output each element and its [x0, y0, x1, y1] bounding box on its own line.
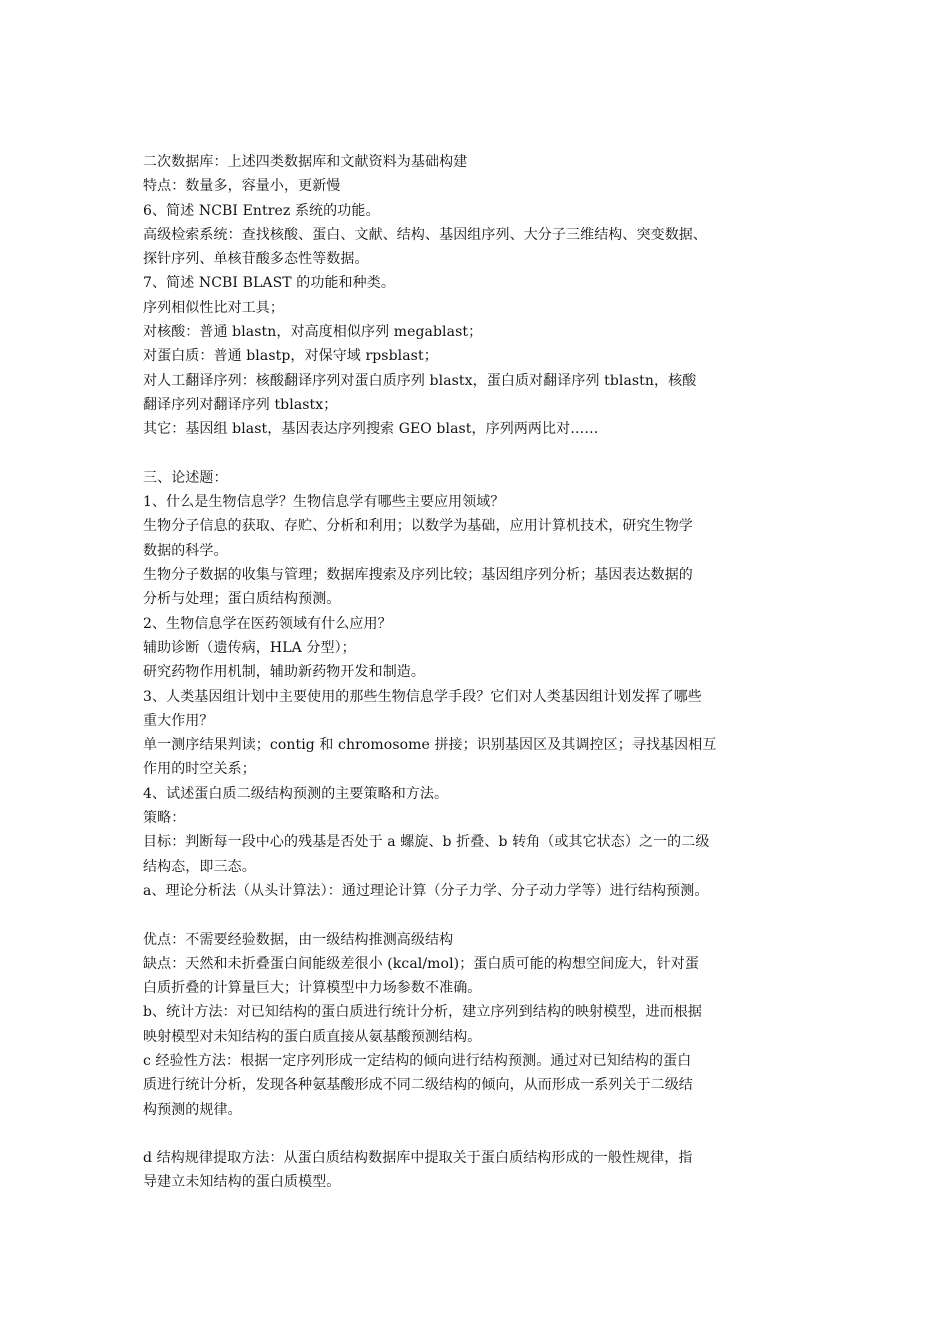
text-line: 单一测序结果判读；contig 和 chromosome 拼接；识别基因区及其调控区；寻找基因相互	[143, 737, 717, 754]
text-line: 对人工翻译序列：核酸翻译序列对蛋白质序列 blastx，蛋白质对翻译序列 tblastn，核酸	[143, 372, 697, 389]
text-line: 策略：	[143, 810, 186, 827]
text-line: 结构态，即三态。	[143, 858, 256, 875]
blank-line	[143, 442, 833, 466]
text-line: 映射模型对未知结构的蛋白质直接从氨基酸预测结构。	[143, 1028, 482, 1045]
section-heading: 三、论述题：	[143, 469, 228, 486]
text-line: 辅助诊断（遗传病，HLA 分型）；	[143, 639, 356, 656]
text-line: 翻译序列对翻译序列 tblastx；	[143, 396, 338, 413]
question-1: 1、什么是生物信息学？生物信息学有哪些主要应用领域？	[143, 494, 505, 511]
text-line: 对核酸：普通 blastn，对高度相似序列 megablast；	[143, 324, 483, 341]
question-6: 6、简述 NCBI Entrez 系统的功能。	[143, 202, 380, 219]
text-line: 二次数据库：上述四类数据库和文献资料为基础构建	[143, 154, 468, 170]
text-line: a、理论分析法（从头计算法）：通过理论计算（分子力学、分子动力学等）进行结构预测。	[143, 882, 709, 899]
text-line: 生物分子信息的获取、存贮、分析和利用；以数学为基础，应用计算机技术，研究生物学	[143, 518, 693, 535]
text-line: c 经验性方法：根据一定序列形成一定结构的倾向进行结构预测。通过对已知结构的蛋白	[143, 1052, 692, 1069]
text-line: 白质折叠的计算量巨大；计算模型中力场参数不准确。	[143, 980, 482, 997]
blank-line	[143, 903, 833, 927]
document-body	[143, 150, 833, 1195]
text-line: 探针序列、单核苷酸多态性等数据。	[143, 251, 369, 268]
text-line: 质进行统计分析，发现各种氨基酸形成不同二级结构的倾向，从而形成一系列关于二级结	[143, 1077, 693, 1094]
question-7: 7、简述 NCBI BLAST 的功能和种类。	[143, 275, 395, 292]
text-line: d 结构规律提取方法：从蛋白质结构数据库中提取关于蛋白质结构形成的一般性规律，指	[143, 1150, 693, 1167]
question-2: 2、生物信息学在医药领域有什么应用？	[143, 615, 392, 632]
text-line: 序列相似性比对工具；	[143, 299, 284, 316]
text-line: 分析与处理；蛋白质结构预测。	[143, 591, 341, 608]
text-line: b、统计方法：对已知结构的蛋白质进行统计分析，建立序列到结构的映射模型，进而根据	[143, 1004, 702, 1021]
blank-line	[143, 1122, 833, 1146]
text-line: 生物分子数据的收集与管理；数据库搜索及序列比较；基因组序列分析；基因表达数据的	[143, 567, 693, 584]
text-line: 特点：数量多，容量小，更新慢	[143, 178, 341, 195]
text-line: 导建立未知结构的蛋白质模型。	[143, 1174, 341, 1191]
text-line: 缺点：天然和未折叠蛋白间能级差很小 (kcal/mol)；蛋白质可能的构想空间庞大，针对蛋	[143, 955, 699, 972]
text-line: 重大作用？	[143, 712, 214, 729]
question-4: 4、试述蛋白质二级结构预测的主要策略和方法。	[143, 785, 449, 802]
question-3: 3、人类基因组计划中主要使用的那些生物信息学手段？它们对人类基因组计划发挥了哪些	[143, 688, 702, 705]
text-line: 数据的科学。	[143, 542, 228, 559]
text-line: 目标：判断每一段中心的残基是否处于 a 螺旋、b 折叠、b 转角（或其它状态）之一的二级	[143, 834, 710, 851]
text-line: 优点：不需要经验数据，由一级结构推测高级结构	[143, 931, 454, 948]
text-line: 作用的时空关系；	[143, 761, 256, 778]
text-line: 对蛋白质：普通 blastp，对保守域 rpsblast；	[143, 348, 438, 365]
text-line: 构预测的规律。	[143, 1101, 242, 1118]
text-line: 其它：基因组 blast，基因表达序列搜索 GEO blast，序列两两比对……	[143, 421, 599, 438]
text-line: 研究药物作用机制，辅助新药物开发和制造。	[143, 664, 425, 681]
text-line: 高级检索系统：查找核酸、蛋白、文献、结构、基因组序列、大分子三维结构、突变数据、	[143, 226, 707, 243]
